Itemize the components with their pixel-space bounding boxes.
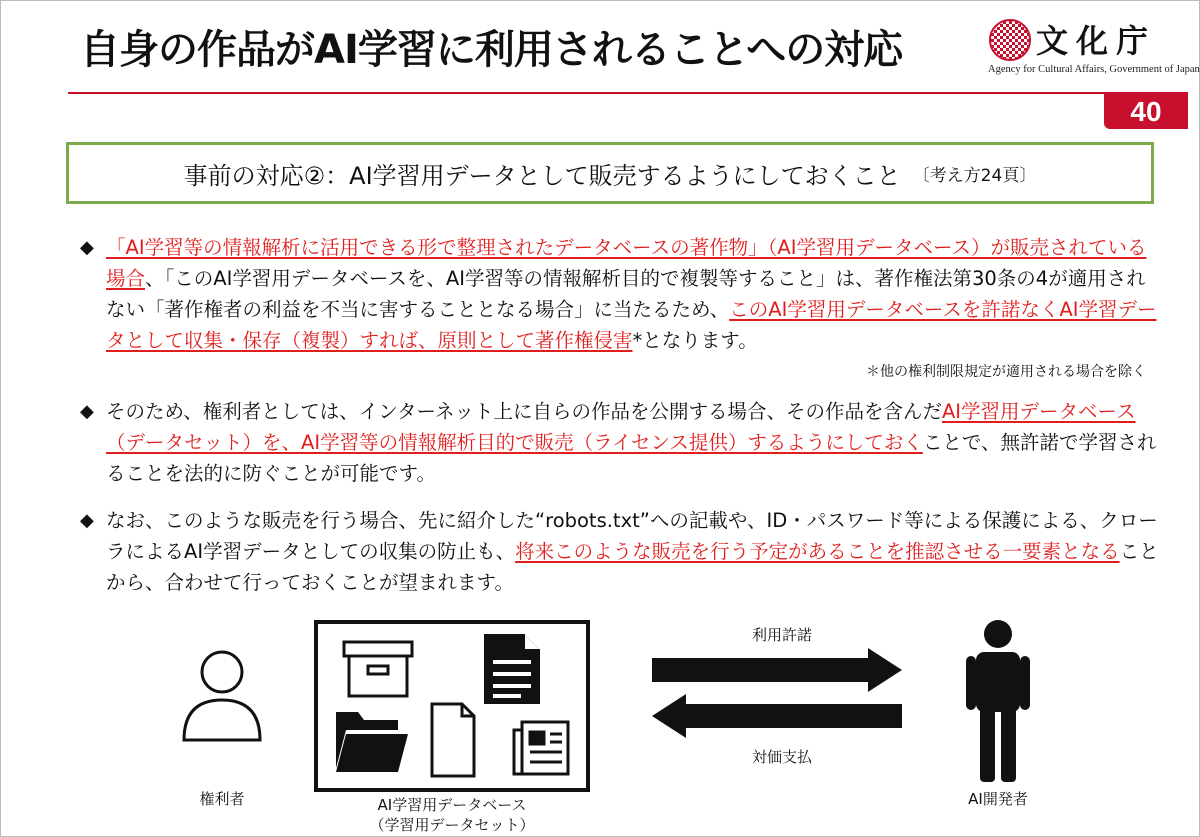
- body-text: なお、このような販売を行う場合、先に紹介した“robots.txt”への記載や、ID・パスワード等による保護による、クローラによるAI学習データとしての収集の防止も、: [106, 509, 1158, 563]
- title-rule: [68, 92, 1188, 94]
- page-number: 40: [1104, 93, 1188, 129]
- bullet-marker: ◆: [80, 237, 94, 258]
- footnote: ＊他の権利制限規定が適用される場合を除く: [866, 364, 1146, 380]
- database-label: AI学習用データベース: [377, 796, 527, 814]
- body-text: *となります。: [632, 329, 758, 352]
- bullet-item: [80, 396, 1160, 489]
- agency-english-name: Agency for Cultural Affairs, Government of Japan: [988, 64, 1200, 75]
- bullet-list: [80, 232, 1160, 598]
- subtitle-text: 事前の対応②：AI学習用データとして販売するようにしておくこと: [183, 161, 901, 190]
- emphasis-text: AI学習用データベース（データセット）を、AI学習等の情報解析目的で販売（ライセンス提供）するようにしておく: [106, 400, 1136, 454]
- payment-label: 対価支払: [751, 748, 812, 766]
- flow-diagram: [0, 600, 1200, 837]
- rights-holder-label: 権利者: [199, 790, 245, 808]
- arrow-left-icon: [652, 694, 902, 738]
- bullet-item: [80, 232, 1160, 356]
- arrow-right-icon: [652, 648, 902, 692]
- agency-name: 文化庁: [1036, 22, 1157, 60]
- developer-label: AI開発者: [968, 790, 1028, 808]
- agency-emblem-icon: [988, 18, 1032, 62]
- emphasis-text: 「AI学習等の情報解析に活用できる形で整理されたデータベースの著作物」（AI学習用データベース）が販売されている場合: [106, 236, 1147, 290]
- subtitle-reference: 〔考え方24頁〕: [912, 165, 1037, 186]
- subtitle-box: [66, 142, 1154, 204]
- bullet-marker: ◆: [80, 401, 94, 422]
- person-solid-icon: [966, 620, 1030, 782]
- person-outline-icon: [184, 652, 260, 740]
- emphasis-text: 将来このような販売を行う予定があることを推認させる一要素となる: [515, 540, 1120, 563]
- bullet-marker: ◆: [80, 510, 94, 531]
- agency-logo: [988, 16, 1200, 80]
- body-text: 、「このAI学習用データベースを、AI学習等の情報解析目的で複製等すること」は、著作権法第30条の4が適用されない「著作権者の利益を不当に害することとなる場合」に当たるため、: [106, 267, 1146, 321]
- database-sublabel: （学習用データセット）: [369, 816, 535, 834]
- newspaper-icon: [514, 722, 568, 774]
- slide-title: 自身の作品がAI学習に利用されることへの対応: [80, 27, 903, 73]
- license-label: 利用許諾: [751, 626, 812, 644]
- bullet-item: [80, 505, 1160, 598]
- body-text: ことから、合わせて行っておくことが望まれます。: [106, 540, 1159, 594]
- folder-icon: [336, 712, 408, 772]
- file-icon: [432, 704, 474, 776]
- document-icon: [484, 634, 540, 704]
- archive-box-icon: [344, 642, 412, 696]
- emphasis-text: このAI学習用データベースを許諾なくAI学習データとして収集・保存（複製）すれば、原則として著作権侵害: [106, 298, 1157, 352]
- body-text: そのため、権利者としては、インターネット上に自らの作品を公開する場合、その作品を含んだ: [106, 400, 942, 423]
- body-text: ことで、無許諾で学習されることを法的に防ぐことが可能です。: [106, 431, 1157, 485]
